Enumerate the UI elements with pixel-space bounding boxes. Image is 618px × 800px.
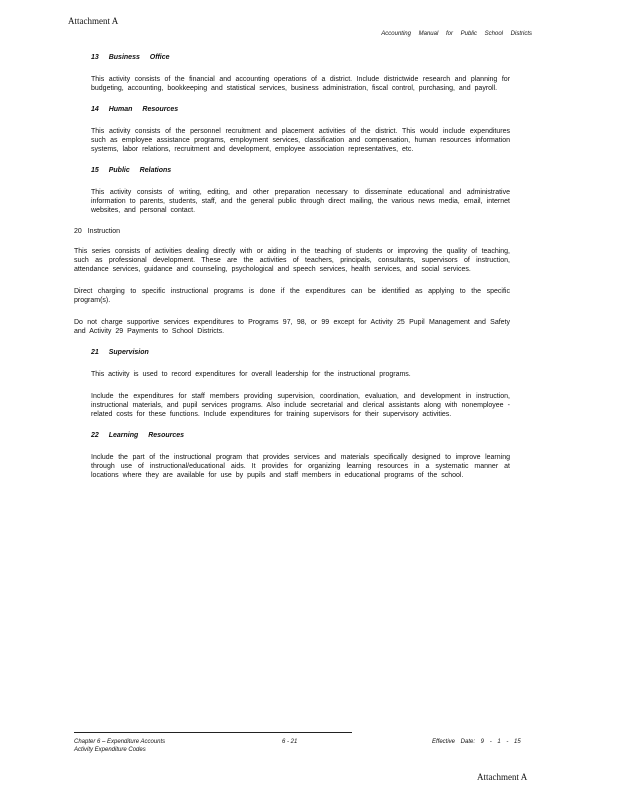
page-number: 6 - 21: [282, 739, 298, 745]
heading-public-relations: 15 Public Relations: [91, 167, 172, 174]
instruction-text-2: Direct charging to specific instructional programs is done if the expenditures can be identified as applying to the specific program(s).: [74, 288, 510, 304]
learning-resources-text: Include the part of the instructional program that provides services and materials specifically designed to improve learning through use of instructional/educational aids. It provides for organizing learning resources in a systematic manner at locations where they are available for use by pupils and staff members in educational programs of the school.: [91, 454, 510, 479]
business-office-text: This activity consists of the financial and accounting operations of a district. Include districtwide research and planning for budgeting, accounting, bookkeeping and statistical services, business administration, fiscal control, purchasing, and payroll.: [91, 76, 510, 92]
footer-chapter-line2: Activity Expenditure Codes: [74, 747, 146, 753]
footer-chapter: [74, 738, 264, 754]
heading-business-office: 13 Business Office: [91, 54, 170, 61]
supervision-text-2: Include the expenditures for staff members providing supervision, coordination, evaluation, and development in instruction, instructional materials, and pupil services programs. Also include secretarial and clerical assistants along with nonemployee -related costs for these functions. Include expenditures for training supervisors for their supervisory activities.: [91, 393, 510, 418]
footer-divider: [74, 732, 352, 733]
instruction-text-3: Do not charge supportive services expenditures to Programs 97, 98, or 99 except for Activity 25 Pupil Management and Safety and Activity 29 Payments to School Districts.: [74, 319, 510, 335]
human-resources-text: This activity consists of the personnel recruitment and placement activities of the district. This would include expenditures such as employee assistance programs, employment services, classification and compensation, human resources information systems, labor relations, recruitment and development, employee association representatives, etc.: [91, 128, 510, 153]
document-body: [74, 54, 510, 493]
attachment-label-top: Attachment A: [68, 16, 119, 26]
effective-date: Effective Date: 9 - 1 - 15: [432, 739, 521, 745]
instruction-text-1: This series consists of activities dealing directly with or aiding in the teaching of students or improving the quality of teaching, such as professional development. These are the activities of teachers, principals, consultants, supervisors of instruction, attendance services, guidance and counseling, psychological and speech services, health services, and social services.: [74, 248, 510, 273]
attachment-label-bottom: Attachment A: [477, 772, 528, 782]
heading-instruction: 20 Instruction: [74, 228, 121, 235]
running-header-title: Accounting Manual for Public School Districts: [381, 31, 532, 37]
public-relations-text: This activity consists of writing, editing, and other preparation necessary to disseminate educational and administrative information to parents, students, staff, and the general public through direct mailing, the various news media, email, internet websites, and personal contact.: [91, 189, 510, 214]
heading-human-resources: 14 Human Resources: [91, 106, 179, 113]
heading-supervision: 21 Supervision: [91, 349, 149, 356]
heading-learning-resources: 22 Learning Resources: [91, 432, 185, 439]
footer-chapter-line1: Chapter 6 – Expenditure Accounts: [74, 739, 166, 745]
supervision-text-1: This activity is used to record expenditures for overall leadership for the instructional programs.: [91, 371, 411, 378]
